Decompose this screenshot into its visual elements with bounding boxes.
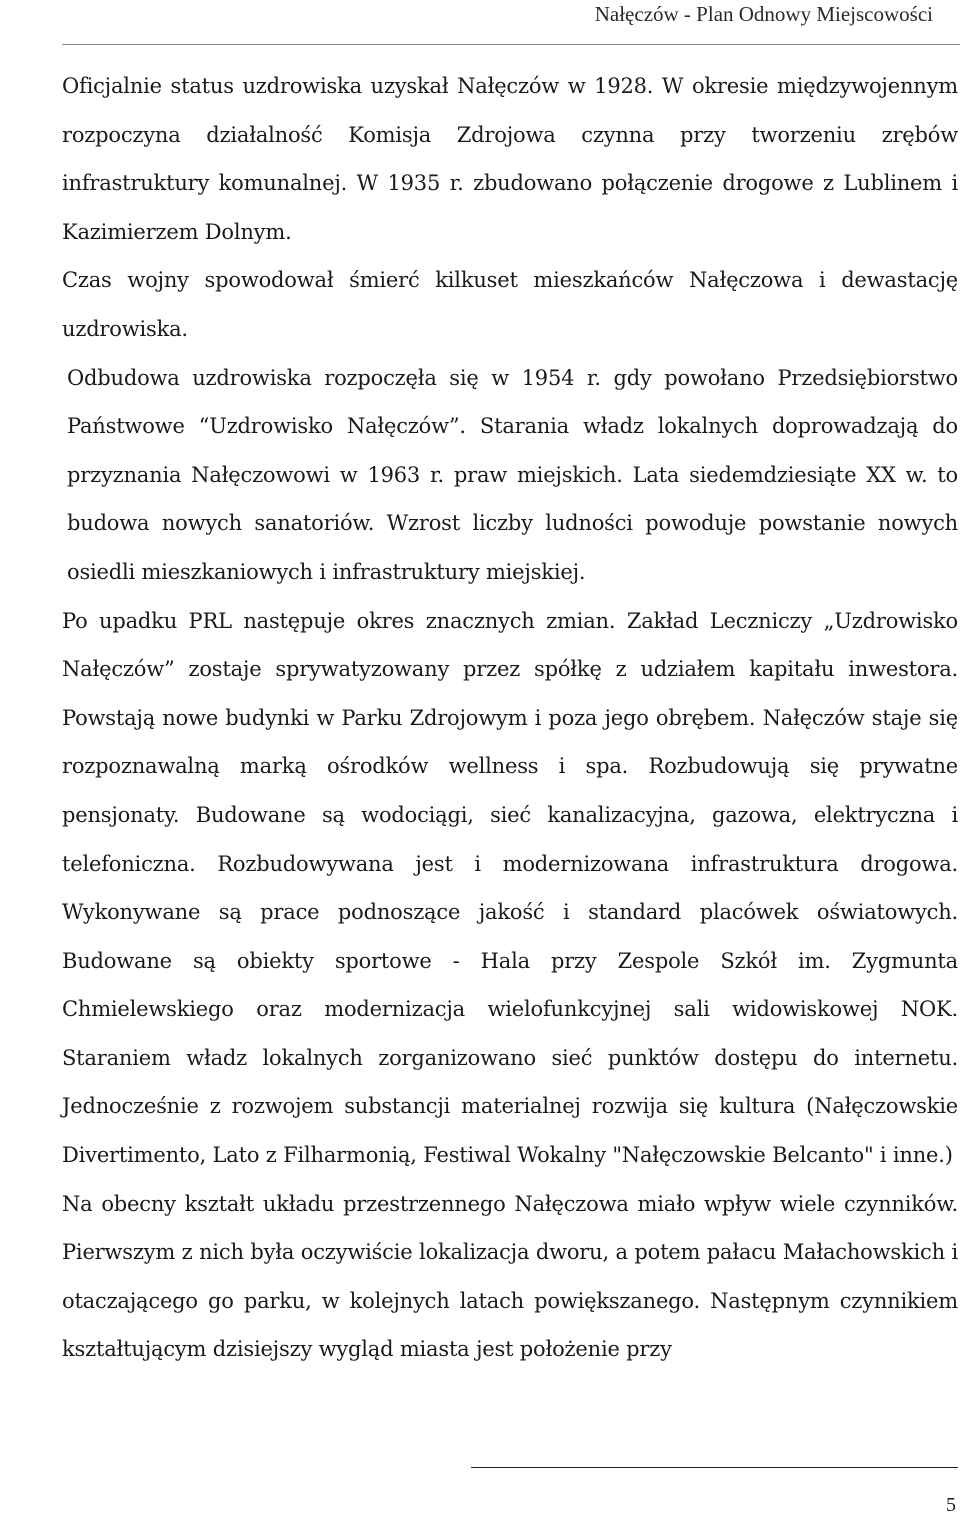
paragraph-post-prl: Po upadku PRL następuje okres znacznych zmian. Zakład Leczniczy „Uzdrowisko Nałęczów” zostaje sprywatyzowany przez spółkę z udziałem kapitału inwestora. Powstają nowe budynki w Parku Zdrojowym i poza jego obrębem. Nałęczów staje się rozpoznawalną marką ośrodków wellness i spa. Rozbudowują się prywatne pensjonaty. Budowane są wodociągi, sieć kanalizacyjna, gazowa, elektryczna i telefoniczna. Rozbudowywana jest i modernizowana infrastruktura drogowa. Wykonywane są prace podnoszące jakość i standard placówek oświatowych. Budowane są obiekty sportowe - Hala przy Zespole Szkół im. Zygmunta Chmielewskiego oraz modernizacja wielofunkcyjnej sali widowiskowej NOK. Staraniem władz lokalnych zorganizowano sieć punktów dostępu do internetu. Jednocześnie z rozwojem substancji materialnej rozwija się kultura (Nałęczowskie Divertimento, Lato z Filharmonią, Festiwal Wokalny "Nałęczowskie Belcanto" i inne.) bbox=[62, 608, 958, 1168]
paragraph-spatial-layout: Na obecny kształt układu przestrzennego Nałęczowa miało wpływ wiele czynników. Pierwszym z nich była oczywiście lokalizacja dworu, a potem pałacu Małachowskich i otaczającego go parku, w kolejnych latach powiększanego. Następnym czynnikiem kształtującym dzisiejszy wygląd miasta jest położenie przy bbox=[62, 1191, 958, 1362]
page-number: 5 bbox=[946, 1494, 956, 1516]
paragraph-war: Czas wojny spowodował śmierć kilkuset mieszkańców Nałęczowa i dewastację uzdrowiska. bbox=[62, 268, 958, 341]
paragraph-interwar: Oficjalnie status uzdrowiska uzyskał Nałęczów w 1928. W okresie międzywojennym rozpoczyna działalność Komisja Zdrojowa czynna przy tworzeniu zrębów infrastruktury komunalnej. W 1935 r. zbudowano połączenie drogowe z Lublinem i Kazimierzem Dolnym. bbox=[62, 74, 958, 244]
running-header: Nałęczów - Plan Odnowy Miejscowości bbox=[594, 2, 933, 26]
header-divider bbox=[62, 44, 960, 45]
footnote-divider bbox=[471, 1467, 958, 1468]
document-body bbox=[62, 62, 958, 1374]
paragraph-reconstruction: Odbudowa uzdrowiska rozpoczęła się w 1954 r. gdy powołano Przedsiębiorstwo Państwowe “Uzdrowisko Nałęczów”. Starania władz lokalnych doprowadzają do przyznania Nałęczowowi w 1963 r. praw miejskich. Lata siedemdziesiąte XX w. to budowa nowych sanatoriów. Wzrost liczby ludności powoduje powstanie nowych osiedli mieszkaniowych i infrastruktury miejskiej. bbox=[67, 365, 958, 584]
